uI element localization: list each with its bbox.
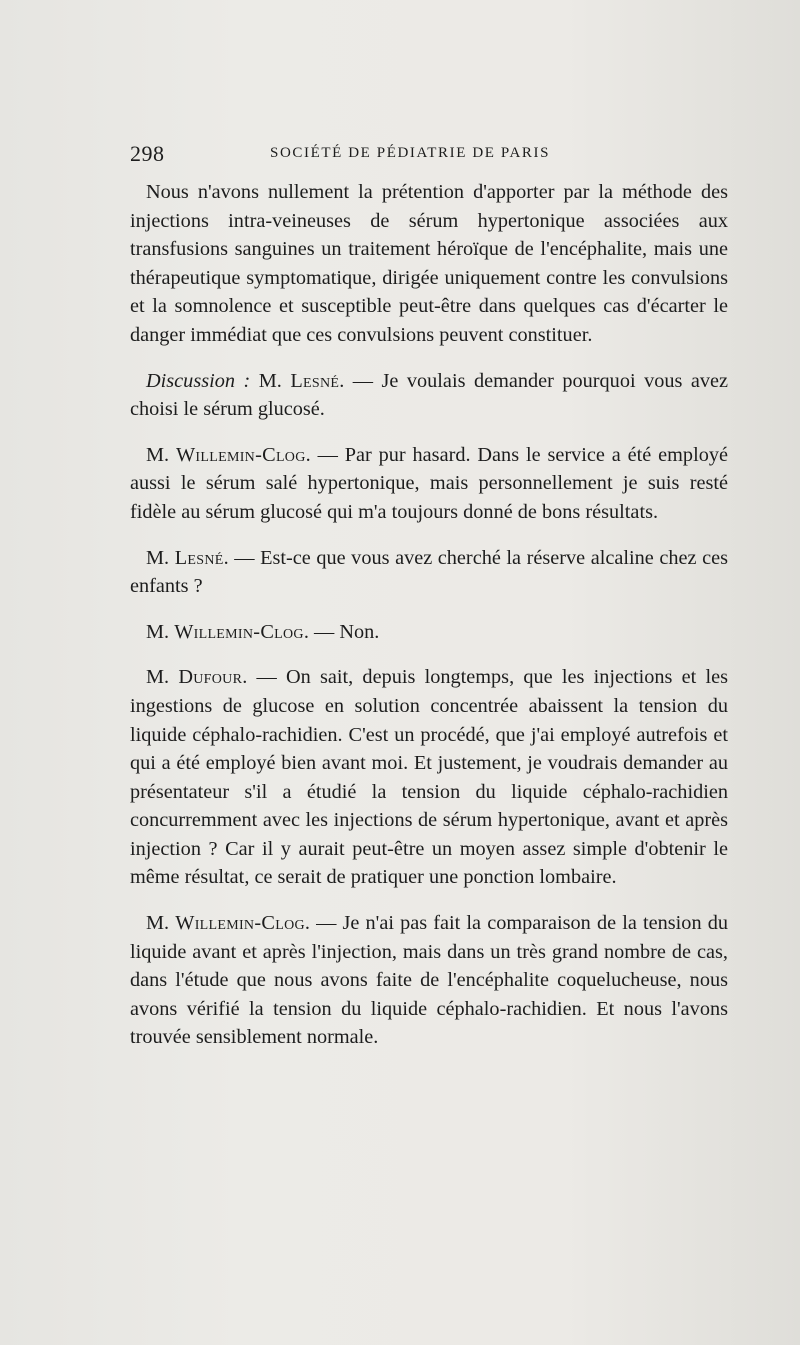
paragraph-dufour (130, 663, 728, 892)
speaker-prefix: M. (146, 443, 170, 466)
speaker-prefix: M. (146, 666, 170, 689)
page-body (130, 178, 728, 1052)
paragraph-text: . — On sait, depuis longtemps, que les injections et les ingestions de glucose en solution concentrée abaissent la tension du liquide céphalo-rachidien. C'est un procédé, que j'ai employé autrefois et qui a été employé bien avant moi. Et justement, je voudrais demander au présentateur s'il a étudié la tension du liquide céphalo-rachidien concurremment avec les injections de sérum hypertonique, avant et après injection ? Car il y aurait peut-être un moyen assez simple d'obtenir le même résultat, ce serait de pratiquer une ponction lombaire. (130, 666, 729, 889)
paragraph-conclusion (130, 178, 728, 350)
page-header (130, 141, 728, 169)
paragraph-discussion-lesne (130, 367, 728, 424)
running-head: SOCIÉTÉ DE PÉDIATRIE DE PARIS (270, 145, 551, 161)
speaker-name: Lesné (290, 369, 340, 392)
speaker-prefix: M. (146, 912, 170, 935)
paragraph-text: . — Par pur hasard. Dans le service a été employé aussi le sérum salé hypertonique, mais personnellement je suis resté fidèle au sérum glucosé qui m'a toujours donné de bons résultats. (130, 443, 728, 523)
paragraph-final-willemin-clog (130, 909, 728, 1052)
speaker-name: Willemin-Clog (175, 912, 305, 935)
speaker-name: Willemin-Clog (175, 443, 306, 466)
paragraph-question-lesne (130, 544, 728, 601)
paragraph-reply-willemin-clog (130, 441, 728, 527)
paragraph-text: . — Est-ce que vous avez cherché la réserve alcaline chez ces enfants ? (130, 546, 728, 598)
speaker-prefix: M. (258, 369, 282, 392)
speaker-name: Dufour (178, 666, 243, 689)
speaker-prefix: M. (146, 620, 170, 643)
paragraph-text: . — Je n'ai pas fait la comparaison de la tension du liquide avant et après l'injection, mais dans un très grand nombre de cas, dans l'étude que nous avons faite de l'encéphalite coquelucheuse, nous avons vérifié la tension du liquide céphalo-rachidien. Et nous l'avons trouvée sensiblement normale. (130, 912, 728, 1049)
speaker-name: Lesné (174, 546, 224, 569)
discussion-label: Discussion : (146, 369, 251, 392)
paragraph-text: . — Je voulais demander pourquoi vous avez choisi le sérum glucosé. (130, 369, 729, 421)
speaker-name: Willemin-Clog (174, 620, 304, 643)
paragraph-text: Nous n'avons nullement la prétention d'apporter par la méthode des injections intra-veineuses de sérum hypertonique associées aux transfusions sanguines un traitement héroïque de l'encéphalite, mais une thérapeutique symptomatique, dirigée uniquement contre les convulsions et la somnolence et susceptible peut-être dans quelques cas d'écarter le danger immédiat que ces convulsions peuvent constituer. (130, 181, 728, 346)
paragraph-answer-willemin-clog (130, 618, 728, 647)
page-number: 298 (130, 141, 165, 166)
paragraph-text: . — Non. (303, 620, 380, 643)
speaker-prefix: M. (146, 546, 170, 569)
